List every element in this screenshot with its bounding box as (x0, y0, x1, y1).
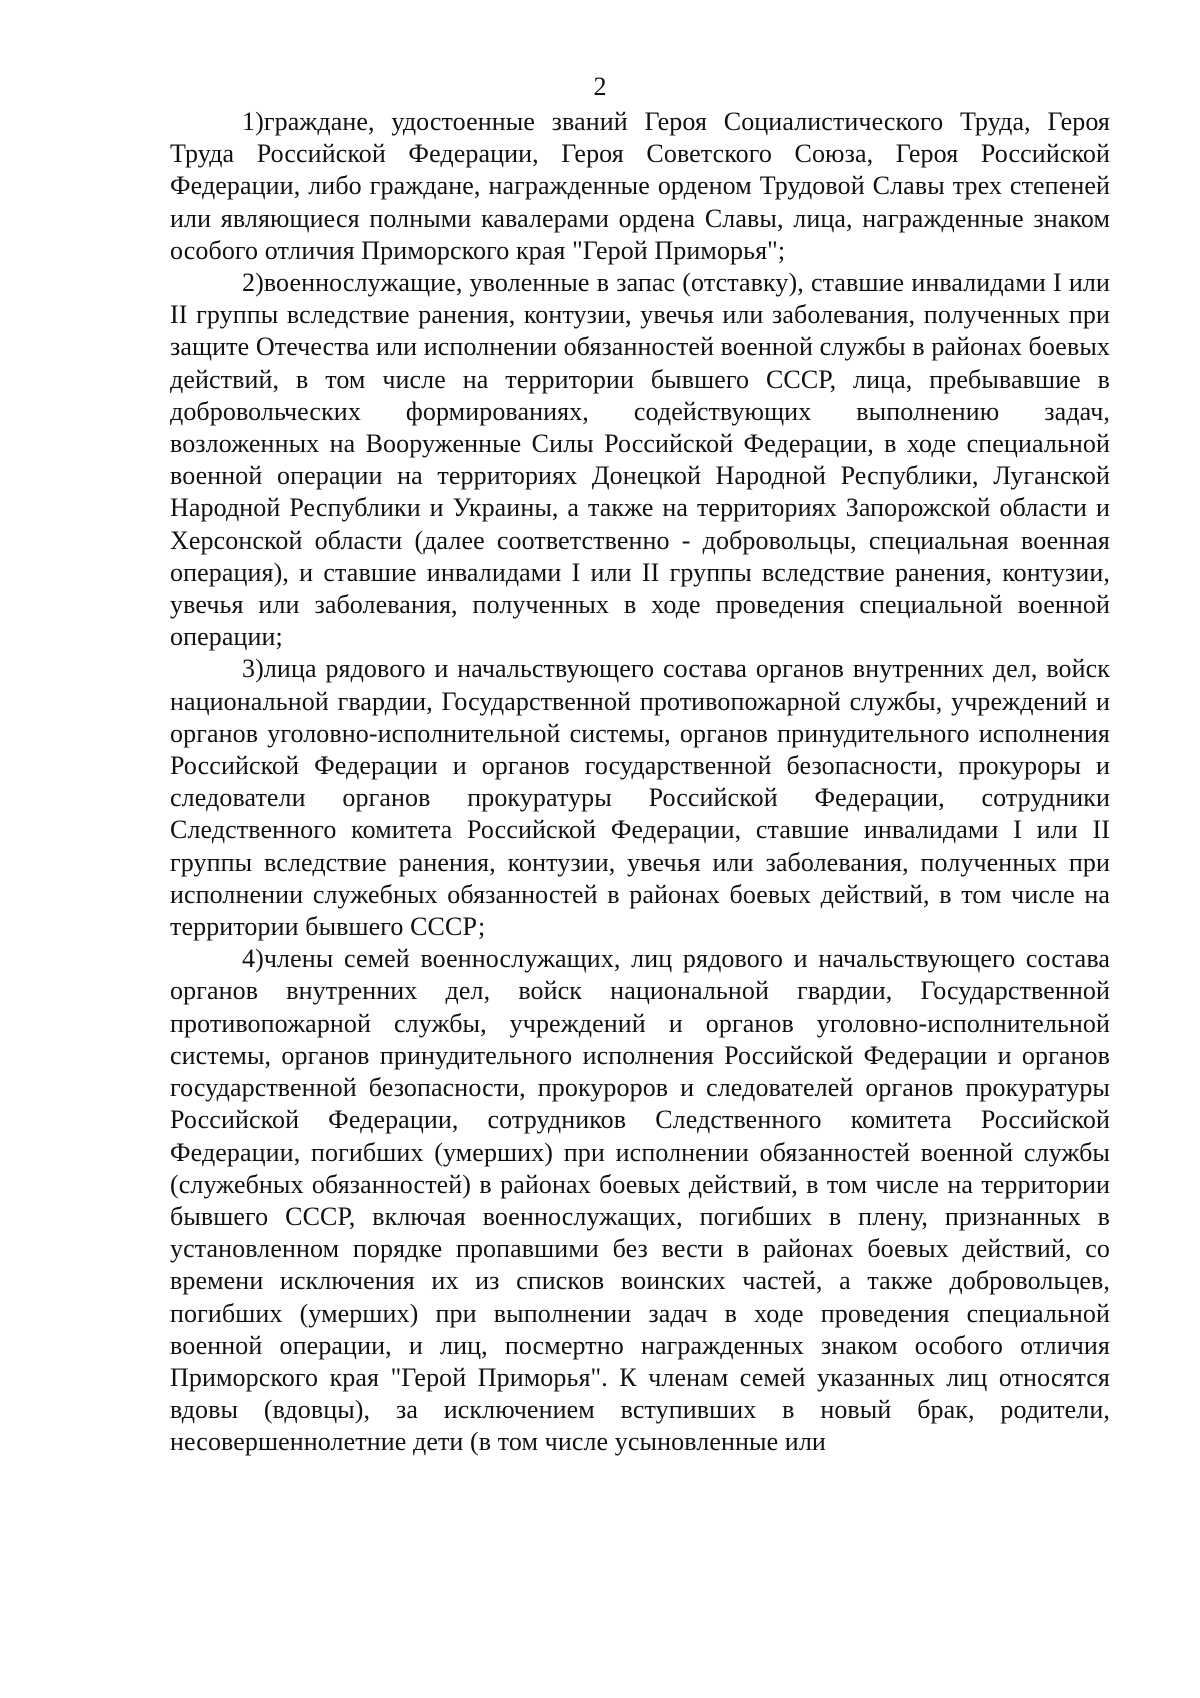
page-number: 2 (593, 72, 607, 101)
paragraph-item-2: 2)военнослужащие, уволенные в запас (отставку), ставшие инвалидами I или II группы вследствие ранения, контузии, увечья или заболевания, полученных при защите Отечества или исполнении обязанностей военной службы в районах боевых действий, в том числе на территории бывшего СССР, лица, пребывавшие в добровольческих формированиях, содействующих выполнению задач, возложенных на Вооруженные Силы Российской Федерации, в ходе специальной военной операции на территориях Донецкой Народной Республики, Луганской Народной Республики и Украины, а также на территориях Запорожской области и Херсонской области (далее соответственно - добровольцы, специальная военная операция), и ставшие инвалидами I или II группы вследствие ранения, контузии, увечья или заболевания, полученных в ходе проведения специальной военной операции; (170, 268, 1110, 652)
paragraph-item-3: 3)лица рядового и начальствующего состава органов внутренних дел, войск национальной гвардии, Государственной противопожарной службы, учреждений и органов уголовно-исполнительной системы, органов принудительного исполнения Российской Федерации и органов государственной безопасности, прокуроры и следователи органов прокуратуры Российской Федерации, сотрудники Следственного комитета Российской Федерации, ставшие инвалидами I или II группы вследствие ранения, контузии, увечья или заболевания, полученных при исполнении служебных обязанностей в районах боевых действий, в том числе на территории бывшего СССР; (170, 654, 1110, 942)
paragraph-item-1: 1)граждане, удостоенные званий Героя Социалистического Труда, Героя Труда Российской Федерации, Героя Советского Союза, Героя Российской Федерации, либо граждане, награжденные орденом Трудовой Славы трех степеней или являющиеся полными кавалерами ордена Славы, лица, награжденные знаком особого отличия Приморского края "Герой Приморья"; (170, 107, 1110, 265)
document-body (170, 106, 1110, 1459)
paragraph-item-4: 4)члены семей военнослужащих, лиц рядового и начальствующего состава органов внутренних дел, войск национальной гвардии, Государственной противопожарной службы, учреждений и органов уголовно-исполнительной системы, органов принудительного исполнения Российской Федерации и органов государственной безопасности, прокуроров и следователей органов прокуратуры Российской Федерации, сотрудников Следственного комитета Российской Федерации, погибших (умерших) при исполнении обязанностей военной службы (служебных обязанностей) в районах боевых действий, в том числе на территории бывшего СССР, включая военнослужащих, погибших в плену, признанных в установленном порядке пропавшими без вести в районах боевых действий, со времени исключения их из списков воинских частей, а также добровольцев, погибших (умерших) при выполнении задач в ходе проведения специальной военной операции, и лиц, посмертно награжденных знаком особого отличия Приморского края "Герой Приморья". К членам семей указанных лиц относятся вдовы (вдовцы), за исключением вступивших в новый брак, родители, несовершеннолетние дети (в том числе усыновленные или (170, 944, 1110, 1457)
